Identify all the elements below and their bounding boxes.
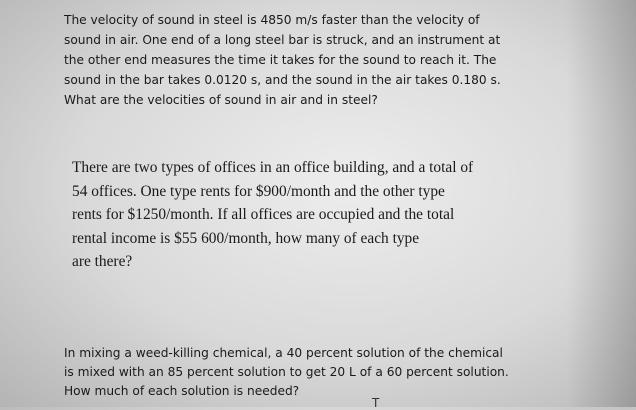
problem-line: The velocity of sound in steel is 4850 m/s faster than the velocity of [64,13,480,27]
problem-line: sound in air. One end of a long steel bar is struck, and an instrument at [64,33,501,47]
problem-sound-velocity [64,10,534,110]
text-cursor-icon: T [372,396,380,410]
problem-line: is mixed with an 85 percent solution to get 20 L of a 60 percent solution. [64,365,509,379]
problem-line: rental income is $55 600/month, how many of each type [72,229,420,247]
problem-line: How much of each solution is needed? [64,384,300,398]
problem-line: There are two types of offices in an office building, and a total of [72,159,474,176]
problem-chemical-mixing [64,344,534,401]
problem-line: are there? [72,253,133,270]
problem-line: rents for $1250/month. If all offices are occupied and the total [72,206,455,223]
problem-line: In mixing a weed-killing chemical, a 40 percent solution of the chemical [64,346,503,360]
problem-line: What are the velocities of sound in air and in steel? [64,93,378,107]
problem-office-rental [72,156,484,274]
problem-line: the other end measures the time it takes for the sound to reach it. The [64,53,497,67]
photo-edge-shadow [566,0,636,407]
problem-line: 54 offices. One type rents for $900/month and the other type [72,182,445,200]
problem-line: sound in the bar takes 0.0120 s, and the sound in the air takes 0.180 s. [64,73,501,87]
